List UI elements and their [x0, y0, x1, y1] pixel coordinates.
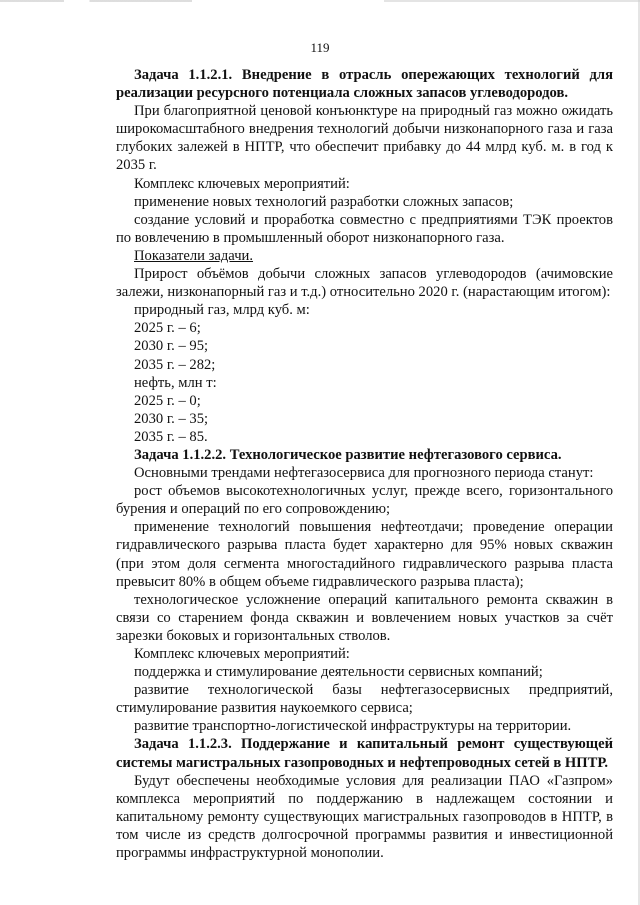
oil-value: 2030 г. – 35; [134, 410, 209, 427]
task-1-measure: создание условий и проработка совместно с предприятиями ТЭК проектов по вовлечению в промышленный оборот низконапорного газа. [116, 211, 613, 246]
task-2-measure: развитие транспортно-логистической инфраструктуры на территории. [134, 718, 572, 735]
task-1-heading: Задача 1.1.2.1. Внедрение в отрасль опережающих технологий для реализации ресурсного потенциала сложных запасов углеводородов. [116, 67, 613, 102]
document-body [116, 66, 613, 862]
task-2-measures-title: Комплекс ключевых мероприятий: [134, 646, 350, 662]
task-1-intro: При благоприятной ценовой конъюнктуре на природный газ можно ожидать широкомасштабного внедрения технологий добычи низконапорного газа и газа глубоких залежей в НПТР, что обеспечит прибавку до 44 млрд куб. м. в год к 2035 г. [116, 103, 613, 174]
task-1-measures-title: Комплекс ключевых мероприятий: [134, 175, 350, 192]
gas-value: 2035 г. – 282; [134, 356, 216, 373]
oil-value: 2025 г. – 0; [134, 392, 201, 409]
task-1-measure: применение новых технологий разработки сложных запасов; [134, 193, 514, 210]
task-2-heading: Задача 1.1.2.2. Технологическое развитие нефтегазового сервиса. [134, 446, 562, 463]
oil-title: нефть, млн т: [134, 374, 217, 391]
task-2-measure: развитие технологической базы нефтегазосервисных предприятий, стимулирование развития наукоемкого сервиса; [116, 682, 613, 717]
gas-value: 2030 г. – 95; [134, 338, 209, 355]
task-2-trend: применение технологий повышения нефтеотдачи; проведение операции гидравлического разрыва пласта будет характерно для 95% новых скважин (при этом доля сегмента многостадийного гидравлического разрыва пласта превысит 80% в общем объеме гидравлического разрыва пласта); [116, 519, 613, 590]
task-3-heading: Задача 1.1.2.3. Поддержание и капитальный ремонт существующей системы магистральных газопроводных и нефтепроводных сетей в НПТР. [116, 736, 613, 771]
task-2-trend: технологическое усложнение операций капитального ремонта скважин в связи со старением фонда скважин и вовлечением новых участков за счёт зарезки боковых и горизонтальных стволов. [116, 591, 613, 644]
task-3-body: Будут обеспечены необходимые условия для реализации ПАО «Газпром» комплекса мероприятий по поддержанию в надлежащем состоянии и капитальному ремонту существующих магистральных газопроводов в НПТР, в том числе из средств долгосрочной программы развития и инвестиционной программы инфраструктурной монополии. [116, 772, 613, 862]
page-number: 119 [310, 40, 330, 55]
gas-value: 2025 г. – 6; [134, 320, 201, 337]
oil-value: 2035 г. – 85. [134, 428, 208, 445]
task-2-intro: Основными трендами нефтегазосервиса для прогнозного периода станут: [134, 465, 594, 482]
task-1-indicators-intro: Прирост объёмов добычи сложных запасов углеводородов (ачимовские залежи, низконапорный газ и т.д.) относительно 2020 г. (нарастающим итогом): [116, 266, 613, 301]
task-1-indicators-title: Показатели задачи. [134, 247, 254, 264]
task-2-measure: поддержка и стимулирование деятельности сервисных компаний; [134, 664, 543, 681]
gas-title: природный газ, млрд куб. м: [134, 302, 310, 319]
scan-edge-top [0, 0, 640, 2]
task-2-trend: рост объемов высокотехнологичных услуг, прежде всего, горизонтального бурения и операций по его сопровождению; [116, 483, 613, 518]
